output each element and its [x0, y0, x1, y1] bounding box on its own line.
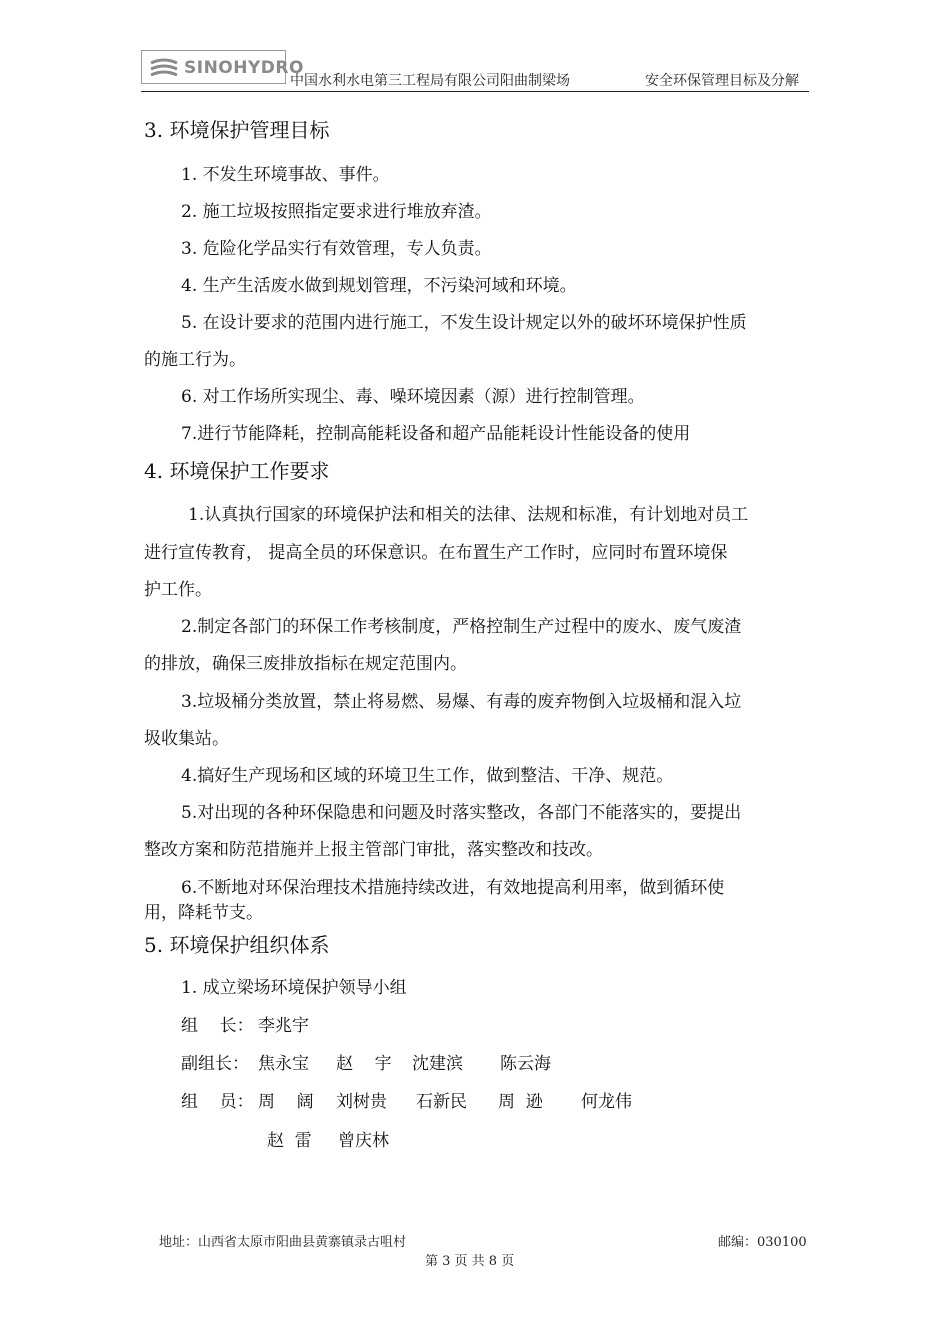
deputy-4: 陈云海 — [500, 1054, 551, 1074]
header-rule — [141, 91, 809, 92]
deputy-3: 沈建滨 — [412, 1054, 463, 1074]
company-logo — [141, 50, 304, 84]
footer-address: 地址：山西省太原市阳曲县黄寨镇录古咀村 — [159, 1235, 407, 1250]
s4-item-2-line1: 2.制定各部门的环保工作考核制度，严格控制生产过程中的废水、废气废渣 — [181, 617, 742, 637]
header-company: 中国水利水电第三工程局有限公司阳曲制梁场 — [290, 73, 570, 89]
section-4-title: 4. 环境保护工作要求 — [144, 459, 330, 483]
s3-item-1: 1. 不发生环境事故、事件。 — [181, 165, 390, 185]
s3-item-4: 4. 生产生活废水做到规划管理，不污染河域和环境。 — [181, 276, 577, 296]
member-2: 刘树贵 — [336, 1092, 387, 1112]
s4-item-2-line2: 的排放，确保三废排放指标在规定范围内。 — [144, 654, 467, 674]
logo-wordmark: SINOHYDRO — [184, 58, 304, 78]
s3-item-5: 5. 在设计要求的范围内进行施工，不发生设计规定以外的破坏环境保护性质 — [181, 313, 747, 333]
s4-item-5-line2: 整改方案和防范措施并上报主管部门审批，落实整改和技改。 — [144, 840, 603, 860]
s4-item-4: 4.搞好生产现场和区域的环境卫生工作，做到整洁、干净、规范。 — [181, 766, 674, 786]
s3-item-7: 7.进行节能降耗，控制高能耗设备和超产品能耗设计性能设备的使用 — [181, 424, 691, 444]
footer-page-number: 第 3 页 共 8 页 — [425, 1254, 515, 1269]
sinohydro-logo-icon — [148, 57, 180, 79]
s3-item-2: 2. 施工垃圾按照指定要求进行堆放弃渣。 — [181, 202, 492, 222]
s3-item-6: 6. 对工作场所实现尘、毒、噪环境因素（源）进行控制管理。 — [181, 387, 645, 407]
member-4: 周 逊 — [498, 1092, 543, 1112]
s4-item-1-line2: 进行宣传教育， 提高全员的环保意识。在布置生产工作时，应同时布置环境保 — [144, 543, 728, 563]
s5-intro: 1. 成立梁场环境保护领导小组 — [181, 978, 407, 998]
s4-item-5-line1: 5.对出现的各种环保隐患和问题及时落实整改，各部门不能落实的，要提出 — [181, 803, 742, 823]
s4-item-3-line2: 圾收集站。 — [144, 729, 229, 749]
member-3: 石新民 — [416, 1092, 467, 1112]
member-1: 周 阔 — [258, 1092, 314, 1112]
s4-item-1-line3: 护工作。 — [144, 580, 212, 600]
leader-name: 李兆宇 — [258, 1016, 309, 1036]
header-doc-title: 安全环保管理目标及分解 — [645, 73, 799, 89]
s4-item-6-line1: 6.不断地对环保治理技术措施持续改进，有效地提高利用率，做到循环使 — [181, 878, 725, 898]
leader-label: 组 长： — [181, 1016, 254, 1036]
s4-item-1-line1: 1.认真执行国家的环境保护法和相关的法律、法规和标准，有计划地对员工 — [188, 505, 749, 525]
s3-item-5-cont: 的施工行为。 — [144, 350, 246, 370]
footer-postcode: 邮编：030100 — [718, 1235, 807, 1250]
s4-item-6-line2: 用，降耗节支。 — [144, 903, 263, 923]
deputy-label: 副组长： — [181, 1054, 249, 1074]
member-7: 曾庆林 — [338, 1131, 389, 1151]
s4-item-3-line1: 3.垃圾桶分类放置，禁止将易燃、易爆、有毒的废弃物倒入垃圾桶和混入垃 — [181, 692, 742, 712]
deputy-2: 赵 宇 — [336, 1054, 392, 1074]
s3-item-3: 3. 危险化学品实行有效管理，专人负责。 — [181, 239, 492, 259]
member-6: 赵 雷 — [267, 1131, 312, 1151]
section-5-title: 5. 环境保护组织体系 — [144, 933, 330, 957]
section-3-title: 3. 环境保护管理目标 — [144, 118, 330, 142]
member-5: 何龙伟 — [581, 1092, 632, 1112]
member-label: 组 员： — [181, 1092, 254, 1112]
deputy-1: 焦永宝 — [258, 1054, 309, 1074]
